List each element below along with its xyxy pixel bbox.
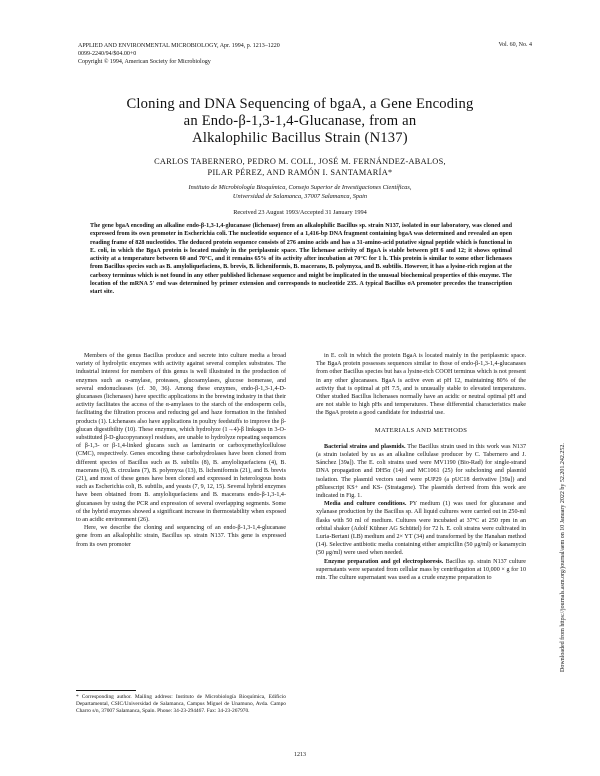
enzyme-text: Bacillus sp. strain N137 culture supernatants were separated from cellular mass by centrifugation at 10,000 × g for 10 min. The culture supernatant was used as a crude enzyme preparation to — [316, 558, 526, 582]
methods-media-paragraph — [316, 500, 526, 557]
methods-strains-paragraph — [316, 443, 526, 500]
title-line-2: an Endo-β-1,3-1,4-Glucanase, from an — [183, 113, 417, 129]
right-column — [316, 352, 526, 744]
journal-citation: APPLIED AND ENVIRONMENTAL MICROBIOLOGY, Apr. 1994, p. 1213–1220 — [78, 43, 280, 49]
journal-header — [78, 42, 528, 66]
intro-paragraph-1: Members of the genus Bacillus produce and secrete into culture media a broad variety of hydrolytic enzymes with activity against several complex substrates. The industrial interest for members of this genus is well illustrated in the production of enzymes such as α-amylase, proteases, glucoamylases, glucose isomerase, and several endonucleases (cf. 30, 36). Among these enzymes, endo-β-1,3-1,4-D-glucanases (lichenases) have specific applications in the brewing industry in that their activity facilitates the access of the α-amylases to the starch of the endosperm cells, facilitating the filtration process and reducing gel and haze formation in the finished products (1). Lichenases also have applications in poultry feedstuffs to improve the β-glucan digestibility (10). These enzymes, which hydrolyze (1→4)-β linkages in 3-O-substituted β-D-glucopyranosyl residues, are unable to hydrolyze repeating sequences of β-1,3- or β-1,4-linked glucans such as laminarin or carboxymethylcellulose (CMC), respectively. Genes encoding these carbohydrolases have been cloned from different species of Bacillus such as B. subtilis (8), B. amyloliquefaciens (4), B. macerans (6), B. circulans (7), B. polymyxa (13), B. licheniformis (21), and B. brevis (21), and most of these genes have been cloned and expressed in heterologous hosts such as Escherichia coli, B. subtilis, and yeasts (7, 9, 12, 15). Several hybrid enzymes have been obtained from B. amyloliquefaciens and B. macerans endo-β-1,3-1,4-glucanases by using the PCR and expression of several overlapping segments. Some of the hybrid enzymes showed a significant increase in thermostability when exposed to an acidic environment (26). — [76, 353, 286, 524]
intro-paragraph-2: Here, we describe the cloning and sequencing of an endo-β-1,3-1,4-glucanase gene from an alkalophilic strain, Bacillus sp. strain N137. This gene is expressed from its own promoter — [76, 525, 286, 548]
journal-copyright: Copyright © 1994, American Society for Microbiology — [78, 59, 211, 65]
journal-volume: Vol. 60, No. 4 — [498, 42, 532, 48]
journal-issn: 0099-2240/94/$04.00+0 — [78, 51, 137, 57]
title-line-3: Alkalophilic Bacillus Strain (N137) — [192, 130, 408, 146]
authors-line-1: CARLOS TABERNERO, PEDRO M. COLL, JOSÉ M. FERNÁNDEZ-ABALOS, — [154, 157, 446, 166]
authors-line-2: PILAR PÉREZ, AND RAMÓN I. SANTAMARÍA* — [207, 168, 393, 177]
received-dates: Received 23 August 1993/Accepted 31 January 1994 — [233, 209, 367, 216]
strains-text: The Bacillus strain used in this work was N137 (a strain isolated by us as an alkaline cellulase producer by C. Tabernero and J. Sánchez [39a]). The E. coli strains used were MV1190 (Bio-Rad) for single-strand DNA propagation and DH5α (14) and MC1061 (25) for subcloning and plasmid isolation. The plasmid vectors used were pUP29 (a pUC18 derivative [39a]) and pBluescript KS+ and KS- (Stratagene). The plasmids derived from this work are indicated in Fig. 1. — [316, 443, 526, 500]
intro-paragraph-3: in E. coli in which the protein BgaA is located mainly in the periplasmic space. The BgaA protein possesses sequences similar to those of endo-β-1,3-1,4-glucanases from other Bacillus species but has a lysine-rich COOH terminus which is not present in any other glucanases. BgaA is active even at pH 12, maintaining 80% of the activity that is optimal at pH 7.5, and is unusually stable to elevated temperatures. Other studied Bacillus lichenases normally have an acidic or neutral optimal pH and are not stable to high pHs and temperatures. These differential characteristics make the BgaA protein a good candidate for industrial use. — [316, 353, 526, 417]
run-in-heading-media: Media and culture conditions. — [324, 501, 407, 508]
page-number: 1213 — [294, 752, 306, 758]
media-text: PY medium (1) was used for glucanase and xylanase production by the Bacillus sp. All liquid cultures were carried out in 250-ml flasks with 50 ml of medium. Cultures were incubated at 37°C at 250 rpm in an orbital shaker (Adolf Kühner AG Schüttel) for 72 h. E. coli strains were cultivated in Luria-Bertani (LB) medium and 2× YT (34) and transformed by the Hanahan method (14). Selective antibiotic media containing either ampicillin (50 μg/ml) or kanamycin (50 μg/ml) were used when needed. — [316, 501, 526, 557]
abstract: The gene bgaA encoding an alkaline endo-β-1,3-1,4-glucanase (lichenase) from an alkalophilic Bacillus sp. strain N137, isolated in our laboratory, was cloned and expressed from its own promoter in Escherichia coli. The nucleotide sequence of a 1,416-bp DNA fragment containing bgaA was determined and revealed an open reading frame of 828 nucleotides. The deduced protein sequence consists of 276 amino acids and has a 31-amino-acid putative signal peptide which is functional in E. coli, in which the BgaA protein is located mainly in the periplasmic space. The lichenase activity of BgaA is stable between pH 6 and 12; it shows optimal activity at a temperature between 60 and 70°C, and it remains 65% of its activity after incubation at 70°C for 1 h. This protein is similar to some other lichenases from Bacillus species such as B. amyloliquefaciens, B. brevis, B. licheniformis, B. macerans, B. polymyxa, and B. subtilis. However, it has a lysine-rich region at the carboxy terminus which is not found in any other published lichenase sequence and might be implicated in the unusual biochemical properties of this enzyme. The location of the mRNA 5′ end was determined by primer extension and corresponds to nucleotide 235. A typical Bacillus σA promoter precedes the transcription start site. — [90, 223, 512, 296]
title-line-1: Cloning and DNA Sequencing of bgaA, a Gene Encoding — [126, 96, 474, 112]
run-in-heading-enzyme: Enzyme preparation and gel electrophoresis. — [324, 558, 444, 565]
run-in-heading-strains: Bacterial strains and plasmids. — [324, 443, 406, 450]
author-list — [70, 156, 530, 178]
affiliation-line-2: Universidad de Salamanca, 37007 Salamanca, Spain — [232, 192, 368, 200]
corresponding-author-footnote: * Corresponding author. Mailing address: Instituto de Microbiología Bioquímica, Edificio Departamental, CSIC/Universidad de Salamanca, Campus Miguel de Unamuno, Avda. Campo Charro s/n, 37007 Salamanca, Spain. Phone: 34-23-294467. Fax: 34-23-267970. — [76, 694, 286, 714]
affiliation-line-1: Instituto de Microbiología Bioquímica, Consejo Superior de Investigaciones Científicas, — [188, 184, 412, 191]
affiliation — [70, 184, 530, 201]
left-column — [76, 352, 286, 682]
footnote-rule — [76, 690, 136, 691]
methods-enzyme-paragraph — [316, 558, 526, 583]
section-heading-methods: MATERIALS AND METHODS — [374, 426, 468, 434]
article-title — [70, 96, 530, 147]
download-watermark-text: Downloaded from https://journals.asm.org/journal/aem on 10 January 2022 by 52.201.242.252. — [560, 443, 566, 672]
download-watermark — [560, 372, 574, 672]
